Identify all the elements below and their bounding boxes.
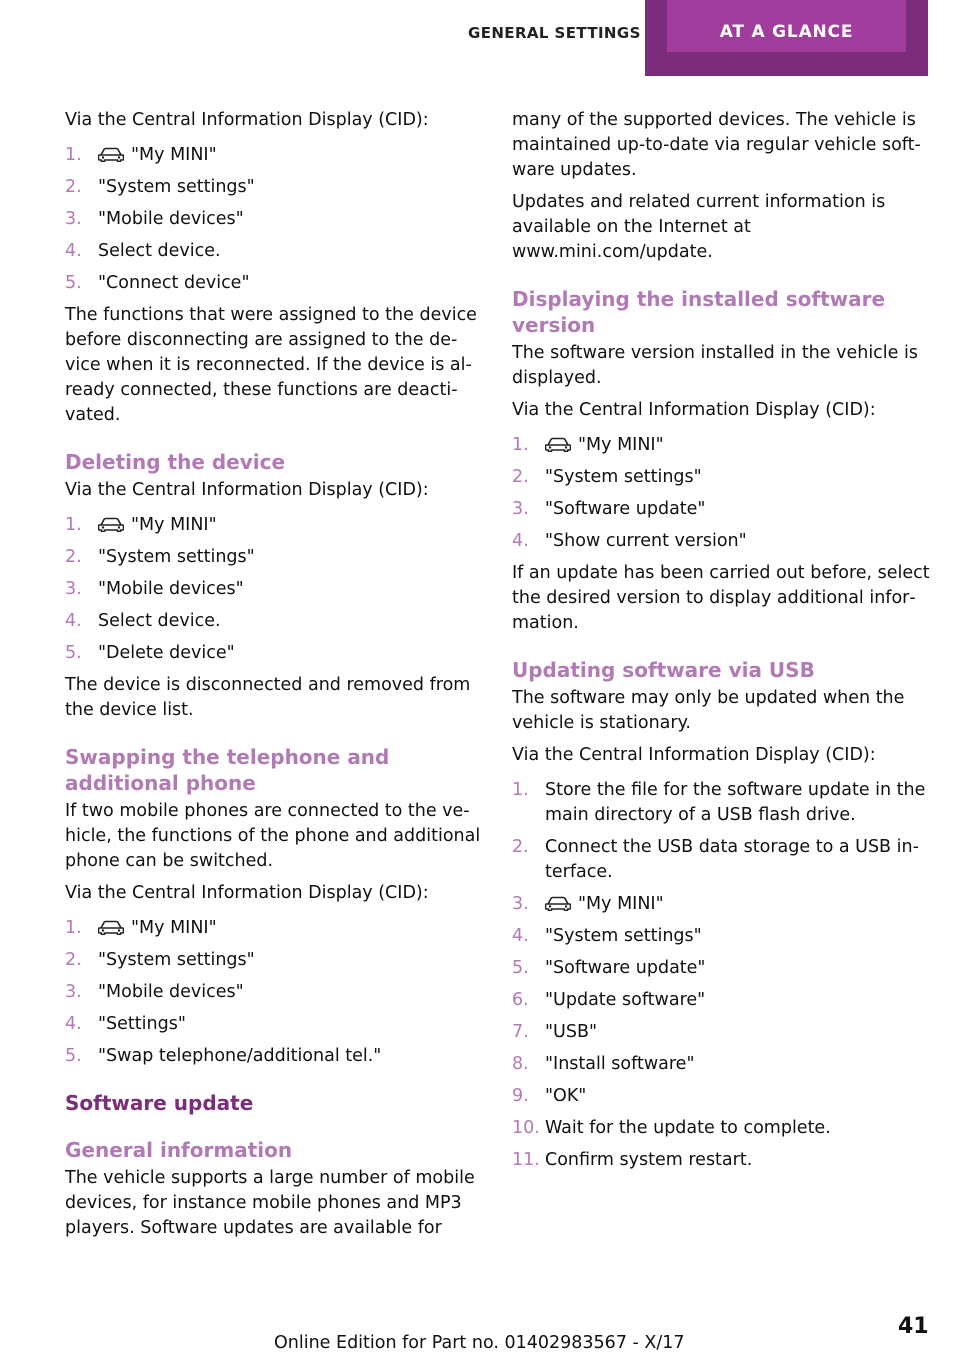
step-number: 2.	[65, 547, 82, 567]
via-cid-text: Via the Central Information Display (CID):	[65, 480, 429, 500]
step-text: Select device.	[98, 241, 221, 261]
step-text: "System settings"	[545, 926, 702, 946]
step-number: 5.	[65, 643, 82, 663]
delete-result-paragraph: The device is disconnected and removed from the device list.	[65, 675, 471, 720]
step-number: 9.	[512, 1086, 529, 1106]
step-number: 11.	[512, 1150, 540, 1170]
list-item	[512, 892, 932, 917]
heading-displaying-version: Displaying the installed software version	[512, 287, 886, 337]
step-number: 4.	[65, 611, 82, 631]
step-number: 3.	[512, 499, 529, 519]
version-steps-list	[512, 433, 932, 554]
left-column	[65, 108, 485, 1248]
step-text: "Delete device"	[98, 643, 235, 663]
list-item	[65, 175, 485, 200]
list-item	[65, 916, 485, 941]
list-item	[65, 239, 485, 264]
heading-software-update: Software update	[65, 1091, 254, 1115]
car-icon	[98, 515, 124, 531]
list-item	[65, 641, 485, 666]
step-number: 7.	[512, 1022, 529, 1042]
car-icon	[98, 918, 124, 934]
step-text: "Mobile devices"	[98, 579, 244, 599]
step-number: 1.	[65, 515, 82, 535]
step-number: 5.	[512, 958, 529, 978]
step-number: 2.	[65, 177, 82, 197]
list-item	[512, 1148, 932, 1173]
list-item	[65, 609, 485, 634]
via-cid-text: Via the Central Information Display (CID):	[65, 883, 429, 903]
step-number: 10.	[512, 1118, 540, 1138]
heading-deleting-device: Deleting the device	[65, 450, 286, 474]
connect-steps-list	[65, 143, 485, 296]
step-text: Connect the USB data storage to a USB in‐terface.	[545, 837, 919, 882]
list-item	[512, 1084, 932, 1109]
footer-edition-text: Online Edition for Part no. 01402983567 - X/17	[274, 1333, 685, 1353]
step-text: "Show current version"	[545, 531, 747, 551]
heading-swapping-telephone: Swapping the telephone and additional phone	[65, 745, 390, 795]
list-item	[512, 778, 932, 828]
list-item	[512, 1116, 932, 1141]
step-text: "Mobile devices"	[98, 982, 244, 1002]
version-paragraph: The software version installed in the vehicle is displayed.	[512, 343, 918, 388]
step-text: Confirm system restart.	[545, 1150, 753, 1170]
step-text: Store the file for the software update in the main directory of a USB flash drive.	[545, 780, 926, 825]
step-text: "My MINI"	[578, 894, 664, 914]
reconnect-paragraph: The functions that were assigned to the device before disconnecting are assigned to the de‐vice when it is reconnected. If the device is al‐ready connected, these functions are deacti‐vated.	[65, 305, 477, 425]
list-item	[65, 1044, 485, 1069]
list-item	[512, 988, 932, 1013]
step-number: 3.	[65, 982, 82, 1002]
swap-paragraph: If two mobile phones are connected to the ve‐hicle, the functions of the phone and additional phone can be switched.	[65, 801, 481, 871]
step-text: Select device.	[98, 611, 221, 631]
list-item	[512, 1052, 932, 1077]
step-text: "Settings"	[98, 1014, 186, 1034]
car-icon	[98, 145, 124, 161]
select-version-paragraph: If an update has been carried out before, select the desired version to display additional infor‐mation.	[512, 563, 930, 633]
list-item	[65, 271, 485, 296]
delete-steps-list	[65, 513, 485, 666]
step-number: 3.	[65, 579, 82, 599]
page-number: 41	[898, 1314, 929, 1339]
step-number: 4.	[65, 241, 82, 261]
list-item	[512, 433, 932, 458]
list-item	[512, 529, 932, 554]
step-text: "Software update"	[545, 499, 706, 519]
step-number: 3.	[512, 894, 529, 914]
list-item	[512, 465, 932, 490]
list-item	[512, 924, 932, 949]
stationary-paragraph: The software may only be updated when the vehicle is stationary.	[512, 688, 905, 733]
list-item	[65, 545, 485, 570]
list-item	[512, 835, 932, 885]
list-item	[65, 207, 485, 232]
car-icon	[545, 894, 571, 910]
heading-general-information: General information	[65, 1138, 293, 1162]
step-text: "My MINI"	[131, 515, 217, 535]
step-number: 5.	[65, 273, 82, 293]
step-text: "Connect device"	[98, 273, 250, 293]
step-text: Wait for the update to complete.	[545, 1118, 831, 1138]
step-text: "My MINI"	[131, 145, 217, 165]
step-text: "Mobile devices"	[98, 209, 244, 229]
via-cid-text: Via the Central Information Display (CID):	[512, 400, 876, 420]
step-text: "System settings"	[98, 950, 255, 970]
step-number: 2.	[512, 467, 529, 487]
list-item	[512, 1020, 932, 1045]
right-column	[512, 108, 932, 1180]
step-number: 2.	[65, 950, 82, 970]
step-number: 4.	[512, 926, 529, 946]
step-text: "USB"	[545, 1022, 598, 1042]
list-item	[65, 143, 485, 168]
step-text: "Install software"	[545, 1054, 695, 1074]
step-text: "OK"	[545, 1086, 587, 1106]
updates-info-paragraph: Updates and related current information is available on the Internet at www.mini.com/update.	[512, 192, 886, 262]
car-icon	[545, 435, 571, 451]
header-tab-label: AT A GLANCE	[667, 0, 906, 52]
step-text: "My MINI"	[131, 918, 217, 938]
step-number: 4.	[65, 1014, 82, 1034]
list-item	[65, 1012, 485, 1037]
list-item	[65, 948, 485, 973]
step-number: 6.	[512, 990, 529, 1010]
step-number: 1.	[512, 780, 529, 800]
list-item	[65, 513, 485, 538]
step-number: 4.	[512, 531, 529, 551]
step-number: 1.	[512, 435, 529, 455]
step-text: "System settings"	[98, 547, 255, 567]
intro-text: Via the Central Information Display (CID):	[65, 110, 429, 130]
via-cid-text: Via the Central Information Display (CID):	[512, 745, 876, 765]
swap-steps-list	[65, 916, 485, 1069]
header-tab	[645, 0, 928, 76]
step-text: "Swap telephone/additional tel."	[98, 1046, 382, 1066]
heading-updating-via-usb: Updating software via USB	[512, 658, 815, 682]
step-number: 1.	[65, 145, 82, 165]
list-item	[512, 497, 932, 522]
list-item	[65, 980, 485, 1005]
header-section-title: GENERAL SETTINGS	[468, 24, 641, 42]
step-number: 8.	[512, 1054, 529, 1074]
step-number: 2.	[512, 837, 529, 857]
step-number: 1.	[65, 918, 82, 938]
general-info-paragraph: The vehicle supports a large number of mobile devices, for instance mobile phones and MP3 players. Software updates are available for	[65, 1168, 475, 1238]
step-number: 3.	[65, 209, 82, 229]
step-number: 5.	[65, 1046, 82, 1066]
usb-update-steps-list	[512, 778, 932, 1173]
step-text: "My MINI"	[578, 435, 664, 455]
step-text: "System settings"	[98, 177, 255, 197]
maintenance-paragraph: many of the supported devices. The vehicle is maintained up-to-date via regular vehicle soft‐ware updates.	[512, 110, 921, 180]
step-text: "Update software"	[545, 990, 706, 1010]
list-item	[65, 577, 485, 602]
list-item	[512, 956, 932, 981]
step-text: "Software update"	[545, 958, 706, 978]
step-text: "System settings"	[545, 467, 702, 487]
